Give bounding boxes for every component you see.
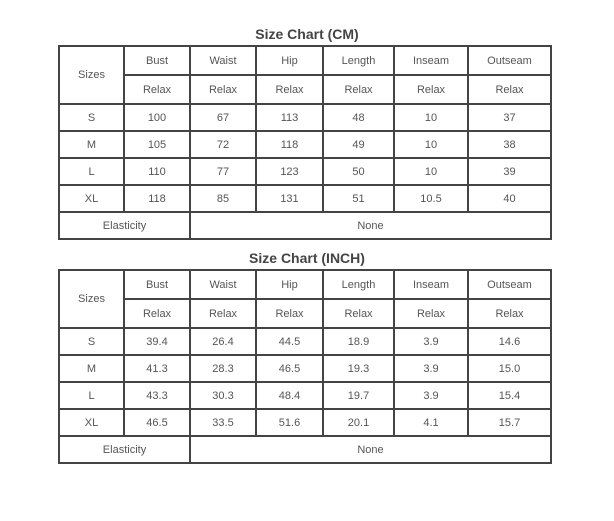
measure-header-hip: Hip bbox=[256, 270, 323, 299]
table-cell: 118 bbox=[124, 185, 190, 212]
table-cell: 18.9 bbox=[323, 328, 394, 355]
table-cell: 40 bbox=[468, 185, 551, 212]
table-row bbox=[59, 185, 551, 212]
table-cell: 46.5 bbox=[256, 355, 323, 382]
table-cell: 15.4 bbox=[468, 382, 551, 409]
table-cell: 3.9 bbox=[394, 382, 468, 409]
table-cell: 85 bbox=[190, 185, 256, 212]
table-cell: 10 bbox=[394, 104, 468, 131]
elasticity-label: Elasticity bbox=[59, 212, 190, 239]
table-cell: 110 bbox=[124, 158, 190, 185]
measure-header-length: Length bbox=[323, 270, 394, 299]
table-cell: 48 bbox=[323, 104, 394, 131]
table-cell: 49 bbox=[323, 131, 394, 158]
fit-cell: Relax bbox=[256, 75, 323, 104]
measure-header-outseam: Outseam bbox=[468, 270, 551, 299]
table-cell: 37 bbox=[468, 104, 551, 131]
table-cell: 30.3 bbox=[190, 382, 256, 409]
table-cell: 4.1 bbox=[394, 409, 468, 436]
elasticity-value: None bbox=[190, 436, 551, 463]
fit-cell: Relax bbox=[190, 75, 256, 104]
table-row bbox=[59, 104, 551, 131]
table-cell: 3.9 bbox=[394, 328, 468, 355]
table-cell: 33.5 bbox=[190, 409, 256, 436]
size-label: S bbox=[59, 104, 124, 131]
size-chart-inch-table bbox=[58, 269, 552, 464]
measure-header-inseam: Inseam bbox=[394, 46, 468, 75]
table-cell: 43.3 bbox=[124, 382, 190, 409]
measure-header-length: Length bbox=[323, 46, 394, 75]
table-cell: 19.3 bbox=[323, 355, 394, 382]
table-cell: 100 bbox=[124, 104, 190, 131]
table-cell: 41.3 bbox=[124, 355, 190, 382]
measure-header-bust: Bust bbox=[124, 270, 190, 299]
table-cell: 123 bbox=[256, 158, 323, 185]
table-cell: 44.5 bbox=[256, 328, 323, 355]
table-row bbox=[59, 355, 551, 382]
table-cell: 26.4 bbox=[190, 328, 256, 355]
fit-cell: Relax bbox=[124, 299, 190, 328]
elasticity-label: Elasticity bbox=[59, 436, 190, 463]
size-label: XL bbox=[59, 409, 124, 436]
fit-cell: Relax bbox=[394, 299, 468, 328]
size-label: M bbox=[59, 355, 124, 382]
measure-header-waist: Waist bbox=[190, 270, 256, 299]
table-cell: 46.5 bbox=[124, 409, 190, 436]
fit-cell: Relax bbox=[323, 75, 394, 104]
table-cell: 118 bbox=[256, 131, 323, 158]
header-row bbox=[59, 270, 551, 299]
elasticity-value: None bbox=[190, 212, 551, 239]
measure-header-inseam: Inseam bbox=[394, 270, 468, 299]
table-row bbox=[59, 409, 551, 436]
sizes-header: Sizes bbox=[59, 270, 124, 328]
table-row bbox=[59, 382, 551, 409]
measure-header-waist: Waist bbox=[190, 46, 256, 75]
table-cell: 20.1 bbox=[323, 409, 394, 436]
fit-cell: Relax bbox=[124, 75, 190, 104]
size-chart-cm-table bbox=[58, 45, 552, 240]
size-label: L bbox=[59, 382, 124, 409]
table-cell: 39.4 bbox=[124, 328, 190, 355]
size-label: M bbox=[59, 131, 124, 158]
table-cell: 10 bbox=[394, 158, 468, 185]
table-cell: 39 bbox=[468, 158, 551, 185]
table-cell: 38 bbox=[468, 131, 551, 158]
table-cell: 3.9 bbox=[394, 355, 468, 382]
fit-cell: Relax bbox=[190, 299, 256, 328]
size-label: XL bbox=[59, 185, 124, 212]
elasticity-row bbox=[59, 436, 551, 463]
table-cell: 105 bbox=[124, 131, 190, 158]
fit-row bbox=[59, 75, 551, 104]
table-row bbox=[59, 131, 551, 158]
table-cell: 15.7 bbox=[468, 409, 551, 436]
measure-header-bust: Bust bbox=[124, 46, 190, 75]
table-cell: 14.6 bbox=[468, 328, 551, 355]
table-row bbox=[59, 328, 551, 355]
fit-row bbox=[59, 299, 551, 328]
table-cell: 113 bbox=[256, 104, 323, 131]
fit-cell: Relax bbox=[468, 75, 551, 104]
fit-cell: Relax bbox=[256, 299, 323, 328]
measure-header-outseam: Outseam bbox=[468, 46, 551, 75]
fit-cell: Relax bbox=[394, 75, 468, 104]
table-cell: 28.3 bbox=[190, 355, 256, 382]
measure-header-hip: Hip bbox=[256, 46, 323, 75]
table-cell: 131 bbox=[256, 185, 323, 212]
table-cell: 19.7 bbox=[323, 382, 394, 409]
table-row bbox=[59, 158, 551, 185]
table-cell: 67 bbox=[190, 104, 256, 131]
size-chart-cm-title: Size Chart (CM) bbox=[255, 26, 359, 42]
table-cell: 50 bbox=[323, 158, 394, 185]
size-chart-inch-title: Size Chart (INCH) bbox=[249, 250, 365, 266]
fit-cell: Relax bbox=[323, 299, 394, 328]
table-cell: 48.4 bbox=[256, 382, 323, 409]
table-cell: 72 bbox=[190, 131, 256, 158]
fit-cell: Relax bbox=[468, 299, 551, 328]
table-cell: 10.5 bbox=[394, 185, 468, 212]
table-cell: 77 bbox=[190, 158, 256, 185]
table-cell: 10 bbox=[394, 131, 468, 158]
table-cell: 15.0 bbox=[468, 355, 551, 382]
table-cell: 51.6 bbox=[256, 409, 323, 436]
size-label: L bbox=[59, 158, 124, 185]
sizes-header: Sizes bbox=[59, 46, 124, 104]
elasticity-row bbox=[59, 212, 551, 239]
table-cell: 51 bbox=[323, 185, 394, 212]
header-row bbox=[59, 46, 551, 75]
size-label: S bbox=[59, 328, 124, 355]
